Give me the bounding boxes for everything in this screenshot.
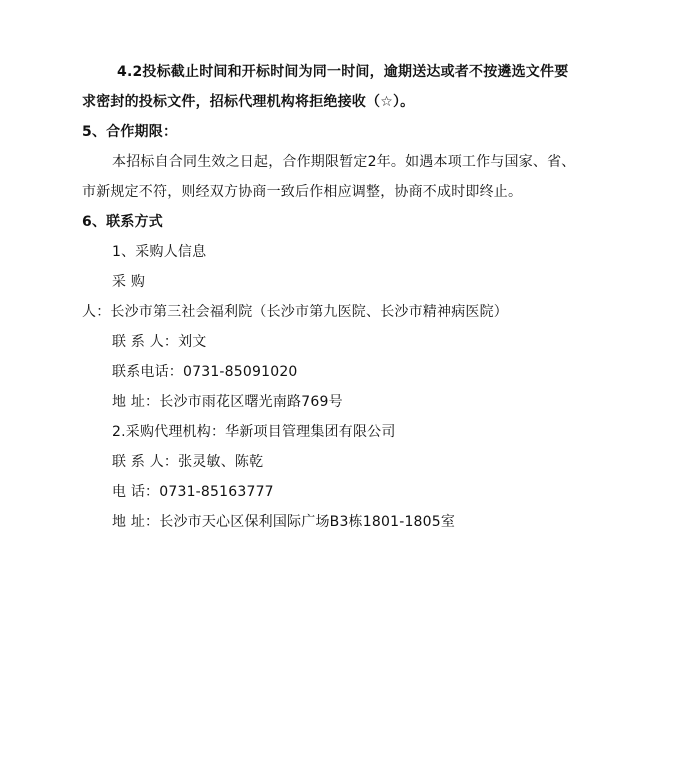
clause-4-2-line-2: 求密封的投标文件，招标代理机构将拒绝接收（☆）。: [82, 94, 415, 110]
agency-address: 地 址：长沙市天心区保利国际广场B3栋1801-1805室: [112, 514, 456, 530]
clause-4-2-line-1: 4.2投标截止时间和开标时间为同一时间，逾期送达或者不按遴选文件要: [117, 64, 569, 80]
purchaser-heading: 1、采购人信息: [112, 244, 207, 260]
purchaser-contact: 联 系 人：刘文: [112, 334, 207, 350]
purchaser-label: 采 购: [112, 274, 146, 290]
purchaser-phone: 联系电话：0731-85091020: [112, 364, 298, 380]
section-5-line-1: 本招标自合同生效之日起，合作期限暂定2年。如遇本项工作与国家、省、: [112, 154, 576, 170]
agency-phone: 电 话：0731-85163777: [112, 484, 274, 500]
section-6-heading: 6、联系方式: [82, 214, 163, 230]
agency-contact: 联 系 人：张灵敏、陈乾: [112, 454, 264, 470]
purchaser-name: 人：长沙市第三社会福利院（长沙市第九医院、长沙市精神病医院）: [82, 304, 508, 320]
section-5-line-2: 市新规定不符，则经双方协商一致后作相应调整，协商不成时即终止。: [82, 184, 523, 200]
section-5-heading: 5、合作期限：: [82, 124, 178, 140]
agency-heading: 2.采购代理机构：华新项目管理集团有限公司: [112, 424, 396, 440]
purchaser-address: 地 址：长沙市雨花区曙光南路769号: [112, 394, 343, 410]
